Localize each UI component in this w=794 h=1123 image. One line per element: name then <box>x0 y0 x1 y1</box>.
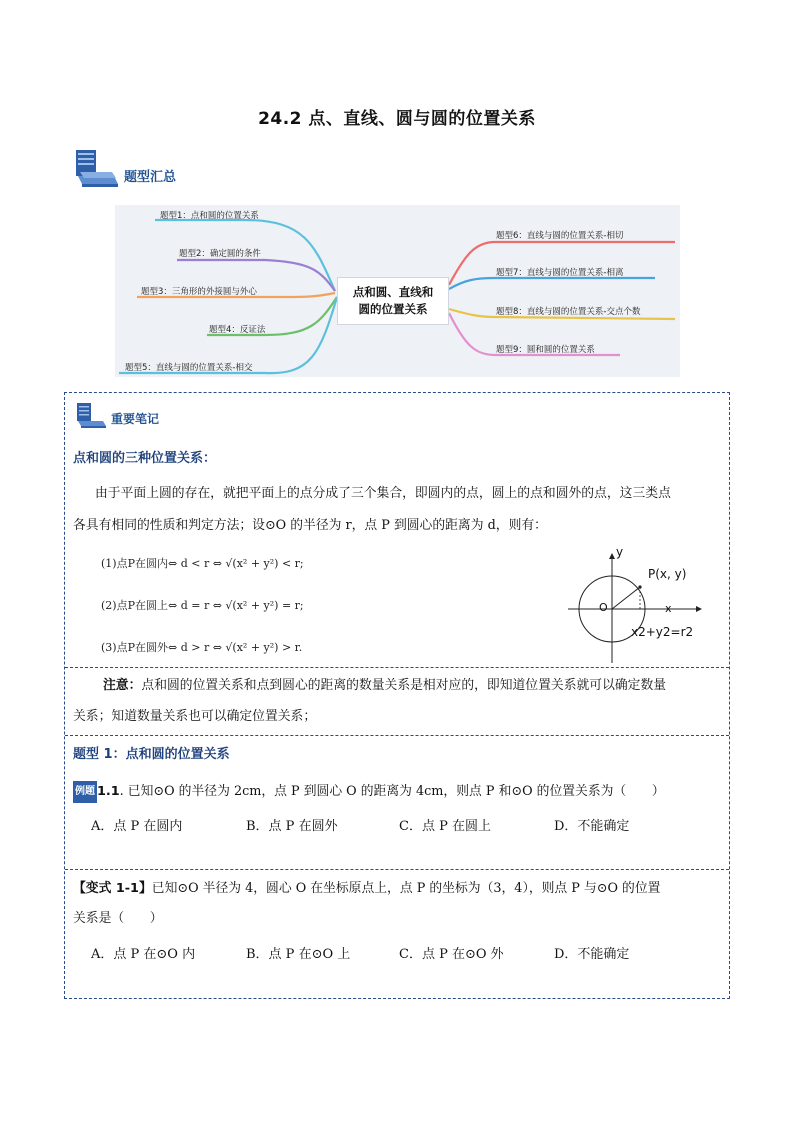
variant-option-b: B．点 P 在⊙O 上 <box>246 947 351 962</box>
variant-option-a: A．点 P 在⊙O 内 <box>91 947 196 962</box>
variant-option-d: D．不能确定 <box>554 947 630 962</box>
circle-coordinate-figure <box>568 551 708 666</box>
mindmap-center-line1: 点和圆、直线和 <box>352 285 434 299</box>
example-option-b: B．点 P 在圆外 <box>246 819 338 834</box>
notes-paragraph-line1: 由于平面上圆的存在，就把平面上的点分成了三个集合，即圆内的点，圆上的点和圆外的点，这三类点 <box>95 486 671 501</box>
divider <box>65 869 729 870</box>
formula-outside: (3)点P在圆外⇔ d > r ⇔ √(x² + y²) > r. <box>101 641 303 654</box>
mindmap-item-left-2: 题型2：确定圆的条件 <box>179 249 261 259</box>
variant-line2: 关系是（ ） <box>73 911 163 926</box>
notes-badge-label: 重要笔记 <box>111 412 160 426</box>
figure-y-label: y <box>616 545 624 559</box>
example-option-d: D．不能确定 <box>554 819 630 834</box>
mindmap-item-right-8: 题型8：直线与圆的位置关系-交点个数 <box>496 307 641 317</box>
figure-origin-label: O <box>599 601 608 614</box>
example-text: . 已知⊙O 的半径为 2cm，点 P 到圆心 O 的距离为 4cm，则点 P 和⊙O 的位置关系为（ ） <box>119 784 665 799</box>
book-stack-icon <box>74 148 120 188</box>
notes-badge <box>75 401 185 429</box>
example-tag: 例题 <box>73 781 97 803</box>
example-question <box>73 781 665 803</box>
mindmap-center-node <box>337 277 449 325</box>
notes-box <box>64 392 730 999</box>
mindmap-diagram <box>115 205 680 377</box>
divider <box>65 735 729 736</box>
mindmap-item-right-9: 题型9：圆和圆的位置关系 <box>496 345 595 355</box>
mindmap-item-left-3: 题型3：三角形的外接圆与外心 <box>141 287 257 297</box>
example-number: 1.1 <box>97 784 120 799</box>
notes-heading: 点和圆的三种位置关系： <box>73 451 217 466</box>
variant-tag: 【变式 1-1】 <box>73 881 152 896</box>
formula-on: (2)点P在圆上⇔ d = r ⇔ √(x² + y²) = r; <box>101 599 304 612</box>
mindmap-item-left-4: 题型4：反证法 <box>209 325 266 335</box>
variant-text-1: 已知⊙O 半径为 4，圆心 O 在坐标原点上，点 P 的坐标为（3，4），则点 P 与⊙O 的位置 <box>151 881 661 896</box>
book-stack-icon <box>75 401 107 429</box>
note-text-1: 点和圆的位置关系和点到圆心的距离的数量关系是相对应的，即知道位置关系就可以确定数量 <box>141 678 667 693</box>
note-line1 <box>103 676 666 696</box>
example-option-a: A．点 P 在圆内 <box>91 819 183 834</box>
divider <box>65 667 729 668</box>
mindmap-item-right-7: 题型7：直线与圆的位置关系-相离 <box>496 268 624 278</box>
formula-inside: (1)点P在圆内⇔ d < r ⇔ √(x² + y²) < r; <box>101 557 304 570</box>
example-option-c: C．点 P 在圆上 <box>399 819 491 834</box>
section-badge-label: 题型汇总 <box>124 170 177 185</box>
note-prefix: 注意： <box>103 678 142 693</box>
notes-paragraph-line2: 各具有相同的性质和判定方法；设⊙O 的半径为 r，点 P 到圆心的距离为 d，则有： <box>73 518 547 533</box>
figure-x-label: x <box>665 602 672 615</box>
mindmap-item-left-1: 题型1：点和圆的位置关系 <box>160 211 259 221</box>
page-title: 24.2 点、直线、圆与圆的位置关系 <box>258 109 536 129</box>
variant-line1 <box>73 879 660 899</box>
mindmap-item-right-6: 题型6：直线与圆的位置关系-相切 <box>496 231 624 241</box>
mindmap-item-left-5: 题型5：直线与圆的位置关系-相交 <box>125 363 253 373</box>
type1-heading: 题型 1：点和圆的位置关系 <box>73 747 230 762</box>
figure-equation: x2+y2=r2 <box>631 625 694 639</box>
section-badge <box>74 148 194 188</box>
note-line2: 关系；知道数量关系也可以确定位置关系； <box>73 709 317 724</box>
figure-point-label: P(x, y) <box>648 567 687 581</box>
variant-option-c: C．点 P 在⊙O 外 <box>399 947 504 962</box>
mindmap-center-line2: 圆的位置关系 <box>358 302 428 316</box>
